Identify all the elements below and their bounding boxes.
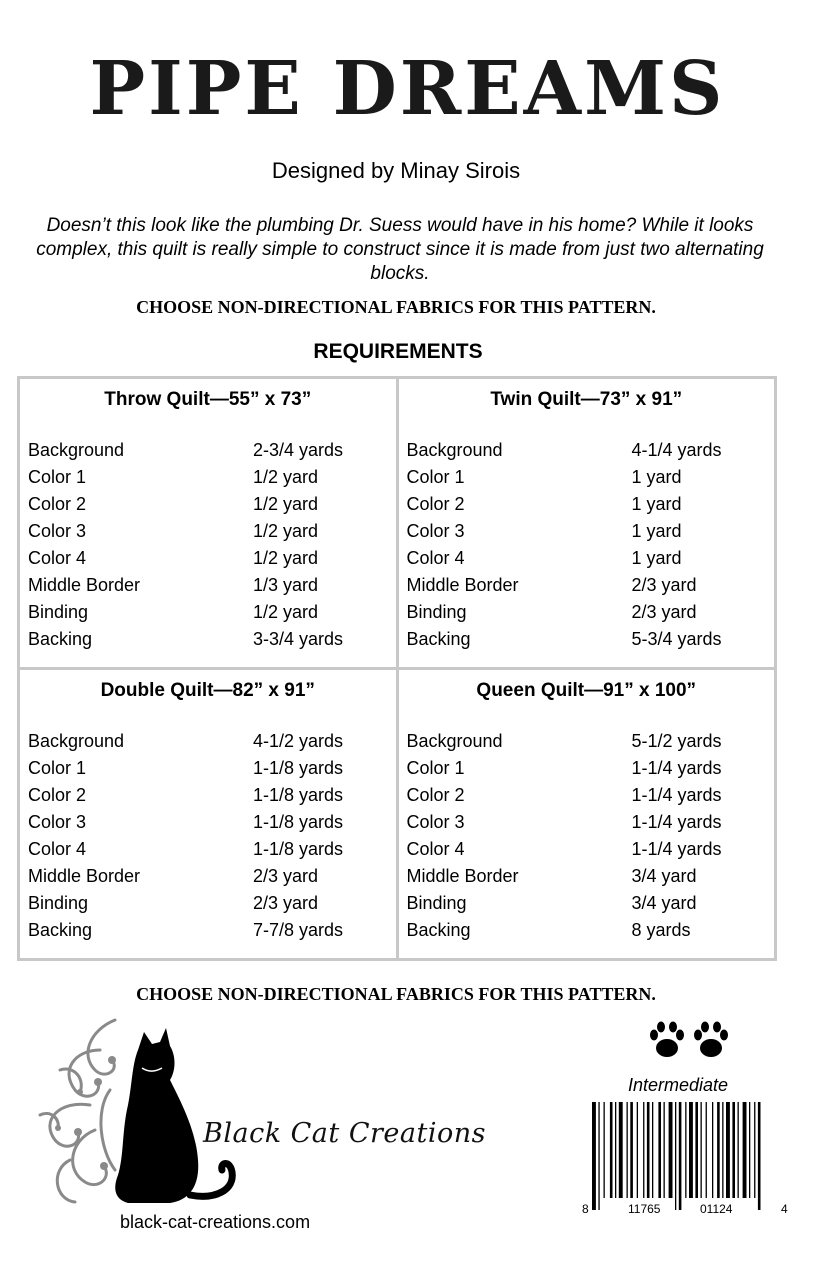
fabric-amount: 2/3 yard xyxy=(253,866,319,886)
fabric-row xyxy=(407,438,767,465)
fabric-row xyxy=(28,438,388,465)
fabric-label: Color 3 xyxy=(28,812,87,832)
fabric-row xyxy=(407,810,767,837)
quilt-size-panel xyxy=(399,670,775,958)
fabric-label: Middle Border xyxy=(406,866,519,886)
barcode-icon xyxy=(578,1102,793,1220)
fabric-list xyxy=(28,729,388,945)
fabric-amount: 4-1/4 yards xyxy=(631,440,722,460)
fabric-row xyxy=(407,465,767,492)
fabric-row xyxy=(28,546,388,573)
website-url: black-cat-creations.com xyxy=(120,1212,311,1232)
paw-rating-icon xyxy=(645,1018,735,1060)
paw-print-icon xyxy=(694,1022,728,1058)
fabric-amount: 1-1/8 yards xyxy=(253,839,344,859)
fabric-row xyxy=(28,519,388,546)
fabric-row xyxy=(28,864,388,891)
fabric-row xyxy=(28,783,388,810)
fabric-row xyxy=(28,918,388,945)
fabric-label: Backing xyxy=(28,629,93,649)
fabric-row xyxy=(407,573,767,600)
fabric-amount: 7-7/8 yards xyxy=(253,920,344,940)
intro-paragraph: Doesn’t this look like the plumbing Dr. Suess would have in his home? While it looks complex, this quilt is really simple to construct since it is made from just two alternating blocks. xyxy=(36,215,764,284)
fabric-label: Binding xyxy=(406,893,467,913)
fabric-notice-top: CHOOSE NON-DIRECTIONAL FABRICS FOR THIS PATTERN. xyxy=(136,297,656,317)
fabric-row xyxy=(407,891,767,918)
fabric-label: Color 3 xyxy=(406,812,465,832)
fabric-amount: 4-1/2 yards xyxy=(253,731,344,751)
fabric-row xyxy=(28,891,388,918)
fabric-row xyxy=(407,837,767,864)
paw-print-icon xyxy=(650,1022,684,1058)
requirements-heading: REQUIREMENTS xyxy=(313,340,483,363)
fabric-label: Backing xyxy=(406,629,471,649)
fabric-label: Background xyxy=(28,440,125,460)
fabric-amount: 1/2 yard xyxy=(253,494,319,514)
fabric-amount: 5-1/2 yards xyxy=(631,731,722,751)
fabric-label: Color 1 xyxy=(28,758,87,778)
fabric-list xyxy=(407,438,767,654)
fabric-row xyxy=(28,573,388,600)
fabric-amount: 1 yard xyxy=(631,548,682,568)
black-cat-logo-icon xyxy=(20,1010,490,1210)
fabric-amount: 1/2 yard xyxy=(253,467,319,487)
fabric-row xyxy=(28,837,388,864)
fabric-row xyxy=(28,600,388,627)
fabric-amount: 1-1/4 yards xyxy=(631,812,722,832)
fabric-row xyxy=(407,864,767,891)
fabric-label: Color 3 xyxy=(28,521,87,541)
fabric-amount: 1/3 yard xyxy=(253,575,319,595)
fabric-label: Color 4 xyxy=(28,839,87,859)
fabric-label: Color 4 xyxy=(406,548,465,568)
fabric-row xyxy=(407,756,767,783)
barcode-digit-last: 4 xyxy=(781,1202,788,1216)
fabric-amount: 3-3/4 yards xyxy=(253,629,344,649)
fabric-amount: 8 yards xyxy=(631,920,691,940)
fabric-amount: 3/4 yard xyxy=(631,893,697,913)
fabric-amount: 1-1/4 yards xyxy=(631,785,722,805)
fabric-label: Color 1 xyxy=(28,467,87,487)
fabric-amount: 1 yard xyxy=(631,521,682,541)
fabric-amount: 5-3/4 yards xyxy=(631,629,722,649)
page-title: PIPE DREAMS xyxy=(89,46,726,132)
fabric-row xyxy=(28,729,388,756)
fabric-label: Color 4 xyxy=(406,839,465,859)
fabric-label: Binding xyxy=(406,602,467,622)
brand-name: Black Cat Creations xyxy=(203,1118,486,1149)
fabric-amount: 1-1/8 yards xyxy=(253,758,344,778)
fabric-label: Background xyxy=(406,731,503,751)
fabric-row xyxy=(407,492,767,519)
fabric-amount: 2/3 yard xyxy=(631,602,697,622)
quilt-size-panel xyxy=(399,379,775,667)
fabric-row xyxy=(407,627,767,654)
fabric-amount: 1-1/4 yards xyxy=(631,758,722,778)
fabric-amount: 1-1/8 yards xyxy=(253,812,344,832)
fabric-amount: 1-1/8 yards xyxy=(253,785,344,805)
fabric-label: Binding xyxy=(28,893,89,913)
barcode-digit-group-1: 11765 xyxy=(628,1202,661,1216)
fabric-label: Color 3 xyxy=(406,521,465,541)
panel-title: Queen Quilt—91” x 100” xyxy=(476,680,697,701)
fabric-list xyxy=(28,438,388,654)
quilt-size-panel xyxy=(20,670,396,958)
fabric-amount: 1/2 yard xyxy=(253,548,319,568)
fabric-label: Color 1 xyxy=(406,467,465,487)
fabric-row xyxy=(407,546,767,573)
fabric-amount: 3/4 yard xyxy=(631,866,697,886)
quilt-size-panel xyxy=(20,379,396,667)
fabric-notice-bottom: CHOOSE NON-DIRECTIONAL FABRICS FOR THIS PATTERN. xyxy=(136,984,656,1004)
fabric-amount: 1 yard xyxy=(631,494,682,514)
designer-credit: Designed by Minay Sirois xyxy=(271,158,521,183)
fabric-row xyxy=(28,465,388,492)
fabric-label: Middle Border xyxy=(28,575,141,595)
fabric-row xyxy=(28,810,388,837)
fabric-label: Binding xyxy=(28,602,89,622)
fabric-label: Color 2 xyxy=(28,785,87,805)
fabric-row xyxy=(28,756,388,783)
fabric-row xyxy=(407,729,767,756)
fabric-row xyxy=(407,918,767,945)
barcode-digit-first: 8 xyxy=(582,1202,589,1216)
fabric-row xyxy=(407,519,767,546)
fabric-label: Color 2 xyxy=(28,494,87,514)
fabric-amount: 1/2 yard xyxy=(253,521,319,541)
skill-level: Intermediate xyxy=(628,1075,729,1095)
fabric-row xyxy=(407,600,767,627)
fabric-label: Middle Border xyxy=(28,866,141,886)
fabric-label: Backing xyxy=(406,920,471,940)
fabric-label: Middle Border xyxy=(406,575,519,595)
fabric-amount: 2/3 yard xyxy=(253,893,319,913)
fabric-label: Background xyxy=(28,731,125,751)
panel-title: Twin Quilt—73” x 91” xyxy=(490,389,683,410)
fabric-label: Backing xyxy=(28,920,93,940)
fabric-label: Background xyxy=(406,440,503,460)
panel-title: Double Quilt—82” x 91” xyxy=(100,680,315,701)
barcode-digit-group-2: 01124 xyxy=(700,1202,733,1216)
fabric-amount: 1-1/4 yards xyxy=(631,839,722,859)
fabric-label: Color 4 xyxy=(28,548,87,568)
fabric-label: Color 1 xyxy=(406,758,465,778)
fabric-amount: 2/3 yard xyxy=(631,575,697,595)
requirements-grid xyxy=(17,376,777,961)
panel-title: Throw Quilt—55” x 73” xyxy=(104,389,312,410)
fabric-list xyxy=(407,729,767,945)
fabric-label: Color 2 xyxy=(406,785,465,805)
fabric-row xyxy=(28,627,388,654)
fabric-row xyxy=(407,783,767,810)
fabric-row xyxy=(28,492,388,519)
fabric-label: Color 2 xyxy=(406,494,465,514)
fabric-amount: 1/2 yard xyxy=(253,602,319,622)
fabric-amount: 2-3/4 yards xyxy=(253,440,344,460)
fabric-amount: 1 yard xyxy=(631,467,682,487)
